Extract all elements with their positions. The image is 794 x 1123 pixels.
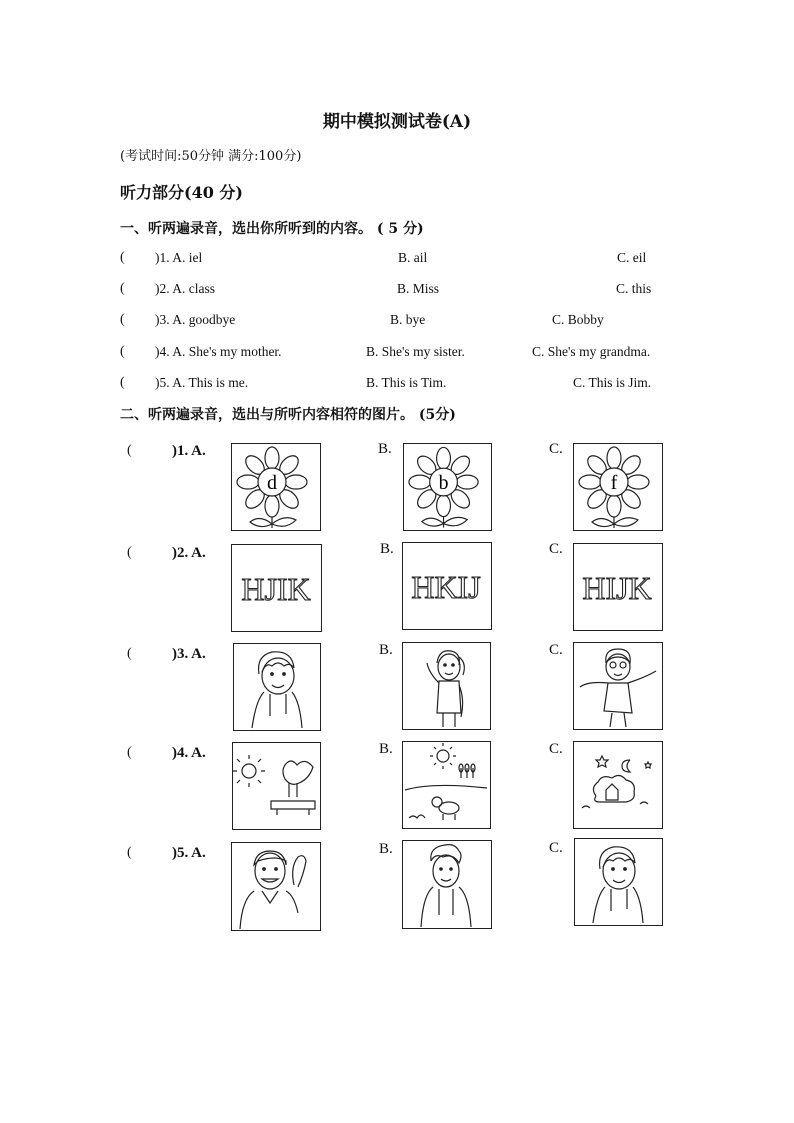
young-man-illustration (403, 841, 490, 927)
option-b: B. ail (398, 250, 428, 265)
picture-option-c[interactable] (573, 443, 663, 531)
boy-illustration (234, 644, 319, 729)
picture-option-b[interactable] (402, 542, 492, 630)
answer-blank[interactable]: ( (127, 646, 132, 661)
sun-dog-scene (403, 742, 489, 827)
option-a: )5. A. This is me. (155, 375, 249, 390)
answer-blank[interactable]: ( (127, 443, 132, 458)
option-c-label: C. (549, 541, 563, 557)
question-number: )2. A. (172, 545, 206, 561)
option-c: C. She's my grandma. (532, 344, 651, 359)
flower-letter: f (610, 472, 618, 494)
letters-text: HIJK (582, 570, 652, 606)
option-c-label: C. (549, 741, 563, 757)
option-c: C. this (616, 281, 652, 296)
picture-boy[interactable] (233, 643, 321, 731)
flower-letter: d (267, 472, 277, 494)
part2-heading: 二、听两遍录音，选出与所听内容相符的图片。 (5分) (120, 407, 456, 423)
option-a: )4. A. She's my mother. (155, 344, 282, 359)
option-b-label: B. (379, 741, 393, 757)
option-b-label: B. (379, 642, 393, 658)
answer-blank[interactable]: ( (120, 281, 125, 296)
answer-blank[interactable]: ( (120, 312, 125, 327)
picture-morning[interactable] (232, 742, 321, 830)
girl-illustration (403, 643, 489, 728)
option-b-label: B. (380, 541, 394, 557)
option-a: )2. A. class (155, 281, 215, 296)
picture-girl-arms-out[interactable] (573, 642, 663, 730)
flower-letter: b (438, 471, 449, 494)
answer-blank[interactable]: ( (120, 250, 125, 265)
answer-blank[interactable]: ( (127, 545, 132, 560)
question-number: )5. A. (172, 845, 206, 861)
picture-option-a[interactable] (231, 443, 321, 531)
option-a: )3. A. goodbye (155, 312, 236, 327)
option-c: C. This is Jim. (573, 375, 652, 390)
girl-illustration (574, 643, 661, 728)
picture-option-a[interactable] (231, 544, 322, 632)
letters-text: HKIJ (411, 569, 481, 605)
answer-blank[interactable]: ( (127, 745, 132, 760)
section-title: 听力部分(40 分) (120, 183, 243, 202)
answer-blank[interactable]: ( (120, 344, 125, 359)
option-c: C. Bobby (552, 312, 604, 327)
question-number: )3. A. (172, 646, 206, 662)
option-b-label: B. (379, 841, 393, 857)
option-b: B. This is Tim. (366, 375, 447, 390)
moon-house-scene (574, 742, 661, 827)
option-c-label: C. (549, 441, 563, 457)
part1-heading: 一、听两遍录音，选出你所听到的内容。 ( 5 分) (120, 221, 424, 237)
letters-text: HJIK (241, 571, 311, 607)
option-b-label: B. (378, 441, 392, 457)
picture-boy-again[interactable] (574, 838, 663, 926)
page-title: 期中模拟测试卷(A) (322, 112, 472, 132)
man-illustration (232, 843, 319, 929)
picture-young-man[interactable] (402, 840, 492, 929)
option-b: B. Miss (397, 281, 440, 296)
option-b: B. She's my sister. (366, 344, 465, 359)
sun-rooster-scene (233, 743, 319, 828)
option-a: )1. A. iel (155, 250, 203, 265)
question-number: )1. A. (172, 443, 206, 459)
boy-illustration (575, 839, 661, 924)
option-c: C. eil (617, 250, 647, 265)
picture-night[interactable] (573, 741, 663, 829)
picture-man[interactable] (231, 842, 321, 931)
option-b: B. bye (390, 312, 426, 327)
exam-meta: (考试时间:50分钟 满分:100分) (120, 149, 302, 164)
picture-option-c[interactable] (573, 543, 663, 631)
answer-blank[interactable]: ( (120, 375, 125, 390)
option-c-label: C. (549, 840, 563, 856)
question-number: )4. A. (172, 745, 206, 761)
picture-girl-waving[interactable] (402, 642, 491, 730)
option-c-label: C. (549, 642, 563, 658)
picture-option-b[interactable] (403, 443, 492, 531)
answer-blank[interactable]: ( (127, 845, 132, 860)
picture-afternoon[interactable] (402, 741, 491, 829)
